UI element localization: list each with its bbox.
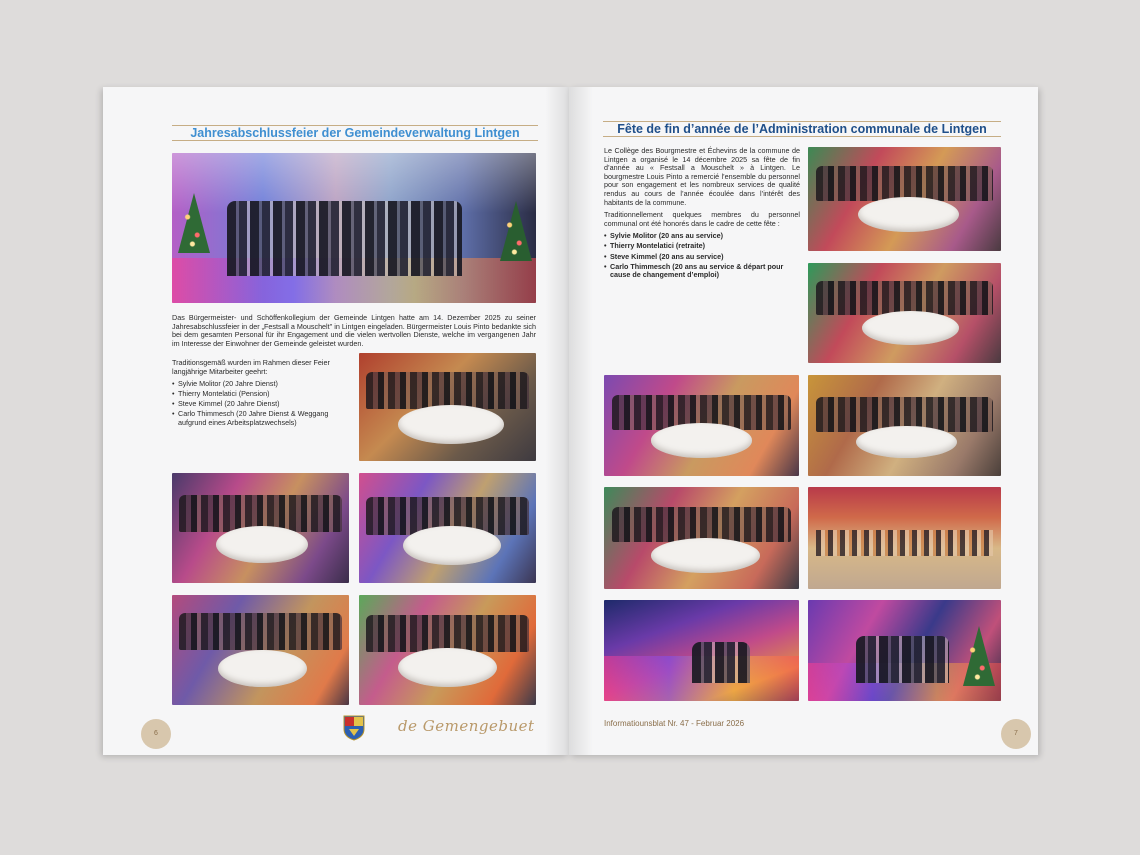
table-photo-10 — [604, 487, 799, 589]
hall-photo — [808, 487, 1001, 589]
list-item: • Steve Kimmel (20 ans au service) — [604, 253, 800, 262]
list-item: • Steve Kimmel (20 Jahre Dienst) — [172, 400, 354, 409]
table-photo-9 — [808, 375, 1001, 476]
group-photo — [172, 153, 536, 303]
issue-footer: Informatiounsblat Nr. 47 - Februar 2026 — [604, 719, 745, 728]
table-photo-1 — [359, 353, 536, 461]
dance-floor-photo-2 — [808, 600, 1001, 701]
table-photo-6 — [808, 147, 1001, 251]
right-page-title: Fête de fin d’année de l’Administration communale de Lintgen — [617, 122, 987, 136]
table-photo-8 — [604, 375, 799, 476]
table-photo-4 — [172, 595, 349, 705]
right-intro-text: Le Collège des Bourgmestre et Échevins de la commune de Lintgen a organisé le 14 décembre 2025 sa fête de fin d’année au « Festsall a Mouschelt » à Lintgen. Le bourgmestre Louis Pinto a remercié l’ensemble du personnel pour son engagement et les nombreux services de qualité rendus au cours de l’année écoulée dans l’intérêt des habitants de la commune. Traditionnellement quelques membres du personnel communal ont été honorés dans le cadre de cette fête : • Sylvie Molitor (20 ans au service) • Thierry Montelatici (retraite) • Steve Kimmel (20 ans au service) • Carlo Thimmesch (20 ans au service & départ pour cause de changement d’emploi) — [604, 147, 800, 281]
page-number-right: 7 — [1001, 719, 1031, 749]
left-honorees-list — [172, 380, 354, 427]
right-honorees-list — [604, 232, 800, 279]
left-page-title: Jahresabschlussfeier der Gemeindeverwaltung Lintgen — [190, 126, 520, 140]
list-item: • Thierry Montelatici (retraite) — [604, 242, 800, 251]
left-honorees-block: Traditionsgemäß wurden im Rahmen dieser Feier langjährige Mitarbeiter geehrt: • Sylvie Molitor (20 Jahre Dienst) • Thierry Montelatici (Pension) • Steve Kimmel (20 Jahre Dienst) • Carlo Thimmesch (20 Jahre Dienst & Weggang aufgrund eines Arbeitsplatzwechsels) — [172, 359, 354, 429]
magazine-signature: de Gemengebuet — [398, 717, 535, 735]
dance-floor-photo-1 — [604, 600, 799, 701]
table-photo-5 — [359, 595, 536, 705]
coat-of-arms-icon — [343, 715, 365, 741]
right-page — [569, 87, 1038, 755]
right-page-title-bar — [603, 121, 1001, 137]
list-item: • Carlo Thimmesch (20 ans au service & départ pour cause de changement d’emploi) — [604, 263, 800, 280]
table-photo-3 — [359, 473, 536, 583]
table-photo-7 — [808, 263, 1001, 363]
list-item: • Sylvie Molitor (20 Jahre Dienst) — [172, 380, 354, 389]
left-intro-text: Das Bürgermeister- und Schöffenkollegium der Gemeinde Lintgen hatte am 14. Dezember 2025 zu seiner Jahresabschlussfeier in der „Festsall a Mouschelt" in Lintgen eingeladen. Bürgermeister Louis Pinto bedankte sich bei dem gesamten Personal für ihr Engagement und die vielen wertvollen Dienste, welche im vergangenen Jahr im Interesse der Einwohner der Gemeinde geleistet wurden. — [172, 313, 536, 348]
page-number-left: 6 — [141, 719, 171, 749]
list-item: • Carlo Thimmesch (20 Jahre Dienst & Weggang aufgrund eines Arbeitsplatzwechsels) — [172, 410, 354, 427]
table-photo-2 — [172, 473, 349, 583]
list-item: • Thierry Montelatici (Pension) — [172, 390, 354, 399]
left-page-title-bar — [172, 125, 538, 141]
list-item: • Sylvie Molitor (20 ans au service) — [604, 232, 800, 241]
left-page — [103, 87, 569, 755]
magazine-spread — [103, 87, 1038, 755]
